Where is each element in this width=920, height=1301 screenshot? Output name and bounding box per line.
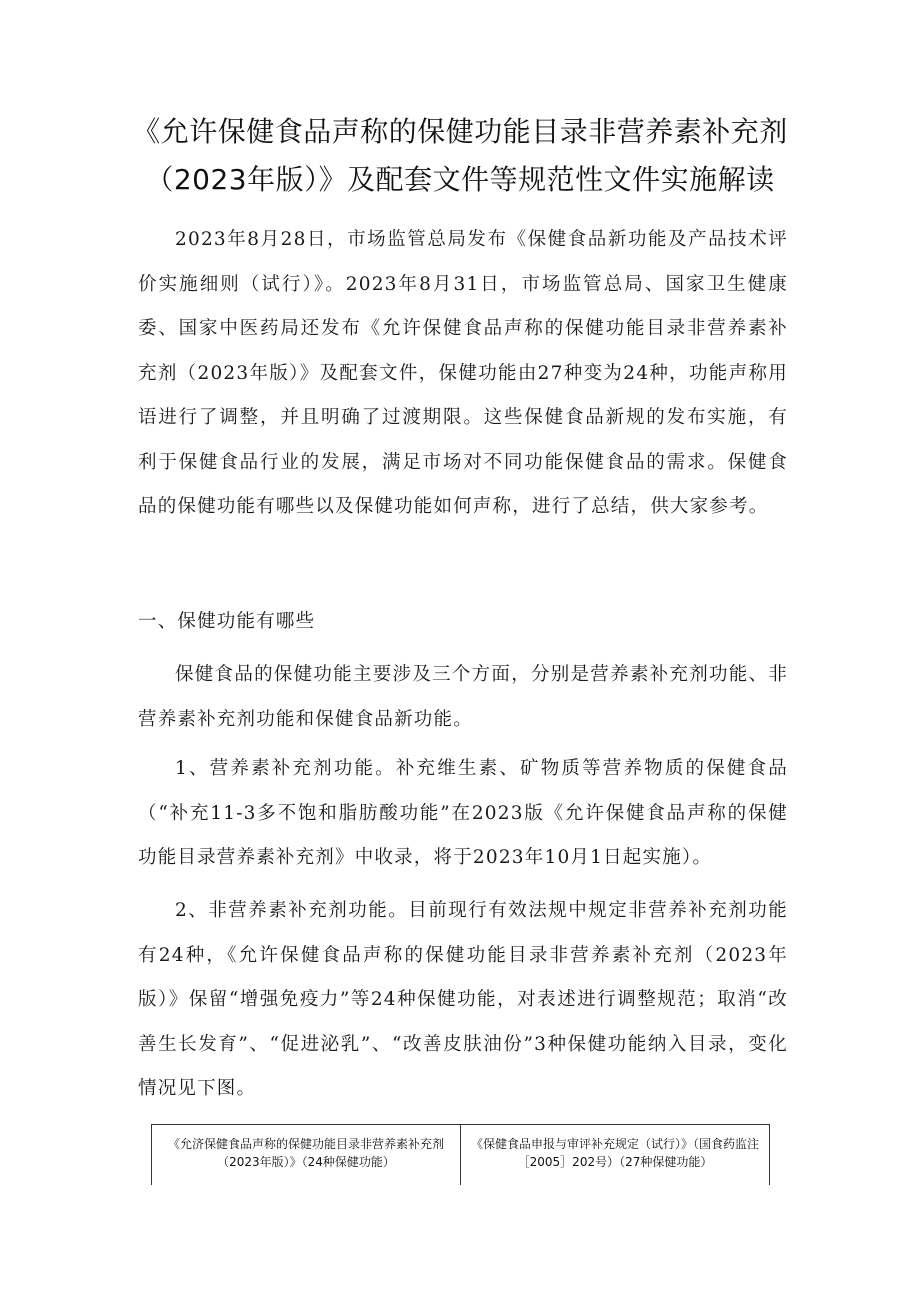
- overview-paragraph: 保健食品的保健功能主要涉及三个方面，分别是营养素补充剂功能、非营养素补充剂功能和保健食品新功能。: [138, 664, 788, 730]
- comparison-table: [151, 1124, 770, 1185]
- document-title-line-1: 《允许保健食品声称的保健功能目录非营养素补充剂: [132, 115, 788, 148]
- document-title-line-2: （2023年版）》及配套文件等规范性文件实施解读: [145, 163, 775, 196]
- table-header-left: 《允济保健食品声称的保健功能目录非营养素补充剂（2023年版）》（24种保健功能）: [167, 1137, 444, 1169]
- item2-paragraph: 2、非营养素补充剂功能。目前现行有效法规中规定非营养补充剂功能有24种，《允许保健食品声称的保健功能目录非营养素补充剂（2023年版）》保留“增强免疫力”等24种保健功能，对表述进行调整规范；取消“改善生长发育”、“促进泌乳”、“改善皮肤油份”3种保健功能纳入目录，变化情况见下图。: [138, 900, 788, 1099]
- item1-paragraph: 1、营养素补充剂功能。补充维生素、矿物质等营养物质的保健食品（“补充11-3多不饱和脂肪酸功能”在2023版《允许保健食品声称的保健功能目录营养素补充剂》中收录，将于2023年10月1日起实施）。: [138, 758, 788, 868]
- section-heading: 一、保健功能有哪些: [138, 611, 316, 632]
- table-header-right: 《保健食品申报与审评补充规定（试行）》（国食药监注［2005］202号）（27种保健功能）: [460, 1125, 769, 1185]
- intro-paragraph: 2023年8月28日，市场监管总局发布《保健食品新功能及产品技术评价实施细则（试行）》。2023年8月31日，市场监管总局、国家卫生健康委、国家中医药局还发布《允许保健食品声称的保健功能目录非营养素补充剂（2023年版）》及配套文件，保健功能由27种变为24种，功能声称用语进行了调整，并且明确了过渡期限。这些保健食品新规的发布实施，有利于保健食品行业的发展，满足市场对不同功能保健食品的需求。保健食品的保健功能有哪些以及保健功能如何声称，进行了总结，供大家参考。: [138, 229, 788, 517]
